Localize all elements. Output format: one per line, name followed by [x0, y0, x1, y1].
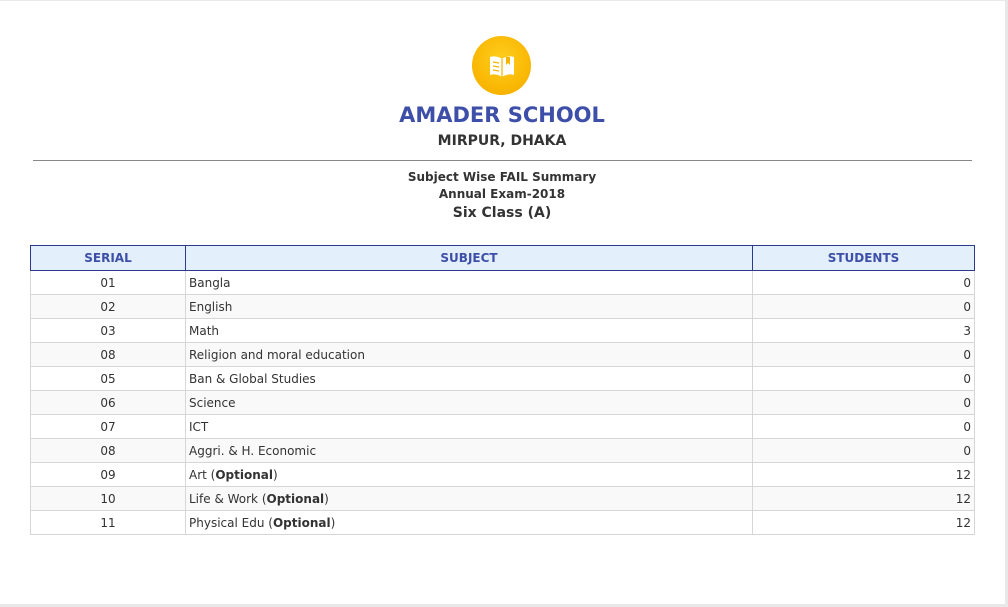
students-cell: 0 — [753, 415, 975, 439]
subject-name: Bangla — [189, 275, 231, 290]
column-header-students: STUDENTS — [753, 246, 975, 271]
subject-name: Ban & Global Studies — [189, 371, 316, 386]
students-cell: 3 — [753, 319, 975, 343]
book-icon — [487, 53, 517, 79]
table-row — [31, 463, 975, 487]
table-row — [31, 271, 975, 295]
header-divider — [33, 160, 972, 161]
subject-name: Science — [189, 395, 236, 410]
table-row — [31, 319, 975, 343]
fail-summary-table — [30, 245, 975, 535]
serial-cell: 06 — [31, 391, 186, 415]
subject-name: ICT — [189, 419, 209, 434]
subject-name: Math — [189, 323, 220, 338]
report-title: Subject Wise FAIL Summary — [407, 170, 597, 184]
students-cell: 12 — [753, 511, 975, 535]
serial-cell: 08 — [31, 439, 186, 463]
optional-tag: Optional — [215, 467, 273, 482]
subject-name: Life & Work — [189, 491, 262, 506]
optional-tag: Optional — [272, 515, 331, 530]
serial-cell: 05 — [31, 367, 186, 391]
students-cell: 0 — [753, 295, 975, 319]
table-row — [31, 511, 975, 535]
subject-cell: Physical Edu (Optional) — [186, 511, 753, 535]
column-header-serial: SERIAL — [31, 246, 186, 271]
subject-cell — [186, 367, 753, 391]
students-cell: 0 — [753, 367, 975, 391]
serial-cell: 03 — [31, 319, 186, 343]
serial-cell: 07 — [31, 415, 186, 439]
serial-cell: 10 — [31, 487, 186, 511]
subject-name: Physical Edu — [189, 515, 269, 530]
subject-cell — [186, 271, 753, 295]
students-cell: 0 — [753, 343, 975, 367]
students-cell: 0 — [753, 271, 975, 295]
subject-cell — [186, 439, 753, 463]
subject-cell — [186, 391, 753, 415]
serial-cell: 11 — [31, 511, 186, 535]
subject-cell — [186, 319, 753, 343]
students-cell: 0 — [753, 439, 975, 463]
table-row — [31, 415, 975, 439]
table-row — [31, 367, 975, 391]
table-row — [31, 295, 975, 319]
table-row — [31, 439, 975, 463]
students-cell: 0 — [753, 391, 975, 415]
table-row — [31, 391, 975, 415]
subject-cell: Art (Optional) — [186, 463, 753, 487]
serial-cell: 02 — [31, 295, 186, 319]
school-logo — [472, 36, 531, 95]
optional-tag: Optional — [266, 491, 325, 506]
exam-name: Annual Exam-2018 — [438, 187, 566, 201]
serial-cell: 08 — [31, 343, 186, 367]
subject-cell — [186, 343, 753, 367]
class-name: Six Class (A) — [452, 205, 552, 221]
serial-cell: 01 — [31, 271, 186, 295]
subject-cell — [186, 295, 753, 319]
students-cell: 12 — [753, 463, 975, 487]
students-cell: 12 — [753, 487, 975, 511]
subject-name: Art — [189, 467, 211, 482]
subject-name: Aggri. & H. Economic — [189, 443, 317, 458]
subject-cell: Life & Work (Optional) — [186, 487, 753, 511]
table-row — [31, 487, 975, 511]
table-header-row — [31, 246, 975, 271]
table-row — [31, 343, 975, 367]
school-name: AMADER SCHOOL — [399, 103, 605, 127]
serial-cell: 09 — [31, 463, 186, 487]
subject-cell — [186, 415, 753, 439]
subject-name: English — [189, 299, 233, 314]
column-header-subject: SUBJECT — [186, 246, 753, 271]
school-address: MIRPUR, DHAKA — [437, 133, 567, 149]
subject-name: Religion and moral education — [189, 347, 365, 362]
